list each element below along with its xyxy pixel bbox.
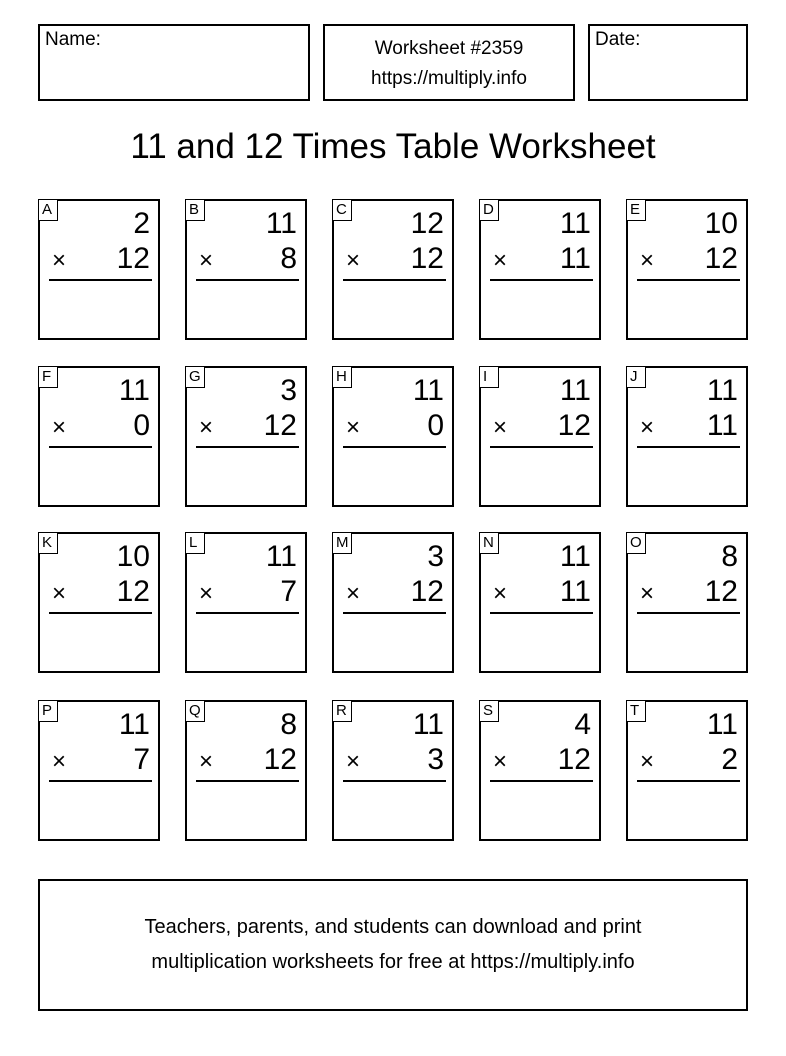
date-label: Date: bbox=[595, 29, 641, 50]
answer-line bbox=[49, 612, 152, 614]
multiply-operator: × bbox=[640, 748, 655, 775]
multiplier: 11 bbox=[559, 242, 591, 275]
problem-letter: L bbox=[185, 532, 205, 554]
multiply-operator: × bbox=[640, 580, 655, 607]
answer-line bbox=[637, 612, 740, 614]
multiply-operator: × bbox=[346, 580, 361, 607]
answer-line bbox=[196, 279, 299, 281]
multiply-operator: × bbox=[52, 414, 67, 441]
multiplicand: 10 bbox=[116, 540, 150, 573]
answer-line bbox=[490, 279, 593, 281]
worksheet-info-box bbox=[323, 24, 575, 101]
multiplicand: 11 bbox=[559, 540, 591, 573]
problem-card[interactable] bbox=[332, 199, 454, 340]
problem-card[interactable] bbox=[185, 532, 307, 673]
name-box[interactable] bbox=[38, 24, 310, 101]
problem-letter: S bbox=[479, 700, 499, 722]
problem-card[interactable] bbox=[479, 532, 601, 673]
answer-line bbox=[343, 279, 446, 281]
multiplicand: 4 bbox=[574, 708, 591, 741]
problem-card[interactable] bbox=[38, 532, 160, 673]
multiplicand: 11 bbox=[706, 374, 738, 407]
problem-letter: K bbox=[38, 532, 58, 554]
problem-card[interactable] bbox=[332, 366, 454, 507]
multiply-operator: × bbox=[493, 247, 508, 274]
problem-card[interactable] bbox=[332, 532, 454, 673]
problem-letter: I bbox=[479, 366, 499, 388]
multiplicand: 11 bbox=[265, 540, 297, 573]
multiplicand: 11 bbox=[118, 708, 150, 741]
answer-line bbox=[343, 780, 446, 782]
problem-letter: B bbox=[185, 199, 205, 221]
problem-letter: D bbox=[479, 199, 499, 221]
footer-line-1: Teachers, parents, and students can download and print bbox=[144, 916, 642, 938]
multiplicand: 11 bbox=[559, 374, 591, 407]
multiplier: 0 bbox=[133, 409, 150, 442]
problem-card[interactable] bbox=[626, 199, 748, 340]
multiplier: 12 bbox=[410, 575, 444, 608]
problem-card[interactable] bbox=[38, 199, 160, 340]
multiplicand: 12 bbox=[410, 207, 444, 240]
multiply-operator: × bbox=[493, 580, 508, 607]
multiplier: 12 bbox=[557, 743, 591, 776]
problem-letter: O bbox=[626, 532, 646, 554]
multiplicand: 8 bbox=[721, 540, 738, 573]
problem-card[interactable] bbox=[332, 700, 454, 841]
answer-line bbox=[196, 780, 299, 782]
multiply-operator: × bbox=[346, 247, 361, 274]
multiplier: 7 bbox=[133, 743, 150, 776]
answer-line bbox=[637, 446, 740, 448]
problem-letter: E bbox=[626, 199, 646, 221]
multiply-operator: × bbox=[346, 748, 361, 775]
answer-line bbox=[196, 446, 299, 448]
problem-letter: N bbox=[479, 532, 499, 554]
multiply-operator: × bbox=[199, 580, 214, 607]
problem-card[interactable] bbox=[38, 700, 160, 841]
problem-card[interactable] bbox=[479, 199, 601, 340]
name-label: Name: bbox=[45, 29, 101, 50]
problem-letter: C bbox=[332, 199, 352, 221]
problem-card[interactable] bbox=[479, 366, 601, 507]
problem-letter: M bbox=[332, 532, 352, 554]
multiply-operator: × bbox=[199, 247, 214, 274]
worksheet-url: https://multiply.info bbox=[371, 68, 527, 89]
multiplicand: 11 bbox=[265, 207, 297, 240]
multiplicand: 10 bbox=[704, 207, 738, 240]
multiply-operator: × bbox=[52, 748, 67, 775]
multiplier: 12 bbox=[263, 409, 297, 442]
multiplicand: 11 bbox=[412, 374, 444, 407]
multiply-operator: × bbox=[199, 414, 214, 441]
problem-letter: P bbox=[38, 700, 58, 722]
problem-card[interactable] bbox=[626, 700, 748, 841]
problem-letter: R bbox=[332, 700, 352, 722]
multiplier: 12 bbox=[557, 409, 591, 442]
multiplier: 2 bbox=[721, 743, 738, 776]
multiply-operator: × bbox=[493, 748, 508, 775]
multiply-operator: × bbox=[640, 247, 655, 274]
problem-letter: G bbox=[185, 366, 205, 388]
footer-box bbox=[38, 879, 748, 1011]
answer-line bbox=[490, 780, 593, 782]
multiplier: 0 bbox=[427, 409, 444, 442]
worksheet-id: Worksheet #2359 bbox=[374, 38, 524, 59]
answer-line bbox=[343, 446, 446, 448]
problem-card[interactable] bbox=[626, 532, 748, 673]
multiplicand: 11 bbox=[412, 708, 444, 741]
problem-letter: Q bbox=[185, 700, 205, 722]
multiply-operator: × bbox=[346, 414, 361, 441]
multiply-operator: × bbox=[52, 247, 67, 274]
answer-line bbox=[49, 279, 152, 281]
multiplier: 8 bbox=[280, 242, 297, 275]
problem-card[interactable] bbox=[38, 366, 160, 507]
problem-card[interactable] bbox=[185, 700, 307, 841]
problem-letter: T bbox=[626, 700, 646, 722]
multiplier: 11 bbox=[559, 575, 591, 608]
problem-letter: F bbox=[38, 366, 58, 388]
multiplier: 7 bbox=[280, 575, 297, 608]
problem-card[interactable] bbox=[479, 700, 601, 841]
footer-line-2: multiplication worksheets for free at https://multiply.info bbox=[151, 951, 635, 973]
problem-letter: J bbox=[626, 366, 646, 388]
answer-line bbox=[490, 446, 593, 448]
answer-line bbox=[49, 780, 152, 782]
multiplier: 3 bbox=[427, 743, 444, 776]
multiplicand: 11 bbox=[559, 207, 591, 240]
answer-line bbox=[490, 612, 593, 614]
multiplicand: 11 bbox=[118, 374, 150, 407]
multiplicand: 3 bbox=[280, 374, 297, 407]
multiplier: 12 bbox=[704, 242, 738, 275]
problem-letter: A bbox=[38, 199, 58, 221]
answer-line bbox=[637, 780, 740, 782]
multiplier: 12 bbox=[410, 242, 444, 275]
multiply-operator: × bbox=[640, 414, 655, 441]
problem-card[interactable] bbox=[626, 366, 748, 507]
answer-line bbox=[343, 612, 446, 614]
problem-card[interactable] bbox=[185, 199, 307, 340]
page-title: 11 and 12 Times Table Worksheet bbox=[130, 127, 656, 166]
multiplier: 12 bbox=[263, 743, 297, 776]
answer-line bbox=[49, 446, 152, 448]
multiplicand: 2 bbox=[133, 207, 150, 240]
multiplier: 12 bbox=[116, 242, 150, 275]
date-box[interactable] bbox=[588, 24, 748, 101]
problem-letter: H bbox=[332, 366, 352, 388]
multiplier: 12 bbox=[704, 575, 738, 608]
multiplicand: 8 bbox=[280, 708, 297, 741]
problem-card[interactable] bbox=[185, 366, 307, 507]
answer-line bbox=[637, 279, 740, 281]
multiplier: 11 bbox=[706, 409, 738, 442]
answer-line bbox=[196, 612, 299, 614]
multiply-operator: × bbox=[199, 748, 214, 775]
multiplicand: 11 bbox=[706, 708, 738, 741]
multiply-operator: × bbox=[493, 414, 508, 441]
multiplicand: 3 bbox=[427, 540, 444, 573]
multiplier: 12 bbox=[116, 575, 150, 608]
multiply-operator: × bbox=[52, 580, 67, 607]
